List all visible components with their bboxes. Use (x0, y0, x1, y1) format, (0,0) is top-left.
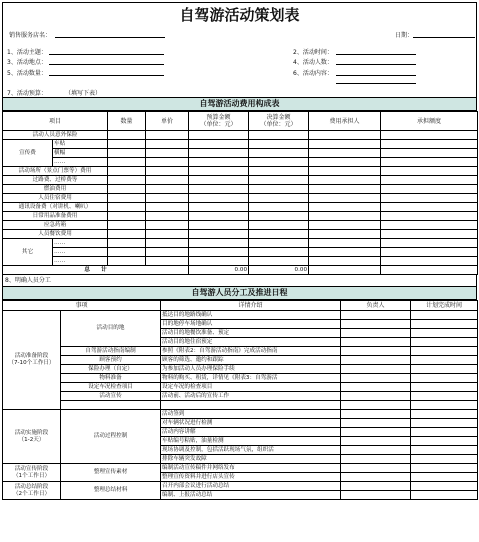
table-row (3, 464, 478, 473)
staff-note: 8、明确人员分工 (2, 275, 477, 286)
promo-item: 车贴 (53, 140, 108, 149)
vehicle-label: 5、活动数量： (7, 70, 47, 77)
header-final: 决算金额 （单位：元） (249, 112, 309, 131)
header-task: 事项 (3, 301, 161, 311)
total-budget: 0.00 (189, 266, 249, 275)
header-price: 单价 (146, 112, 189, 131)
table-row (3, 392, 478, 401)
table-row (3, 131, 478, 140)
store-label: 销售服务店名： (9, 32, 52, 39)
location-label: 3、活动地点： (7, 59, 47, 66)
table-row (3, 212, 478, 221)
task-guide: 自驾游活动指南编制 (61, 347, 161, 356)
time-line[interactable] (336, 54, 416, 55)
location-line[interactable] (49, 64, 164, 65)
detail: 活动签到 (161, 410, 341, 419)
task-publicity: 整理宣传素材 (61, 464, 161, 482)
table-row (3, 482, 478, 491)
task-insurance: 保险办理（自定） (61, 365, 161, 374)
time-label: 2、活动时间： (293, 49, 333, 56)
detail: 活动目的地住宿预定 (161, 338, 341, 347)
table-row (3, 230, 478, 239)
table-row (3, 248, 478, 257)
detail: 活动目的地餐饮准备、预定 (161, 329, 341, 338)
detail: 车贴编号粘贴，油量检测 (161, 437, 341, 446)
promo-item: 横幅 (53, 149, 108, 158)
task-vehicle-check: 设定车况检查项目 (61, 383, 161, 392)
task-exec: 活动过程控制 (61, 410, 161, 464)
table-row (3, 203, 478, 212)
task-summary: 整理总结材料 (61, 482, 161, 500)
detail: 抵达目的地路线确认 (161, 311, 341, 320)
budget-note: （填写下表） (65, 90, 102, 97)
detail: 排除车辆突发故障 (161, 455, 341, 464)
table-row (3, 401, 478, 410)
page-title: 自驾游活动策划表 (2, 2, 477, 27)
table-row (3, 185, 478, 194)
detail: 参照《附表2：自驾游活动指南》完成活动指南 (161, 347, 341, 356)
table-row (3, 140, 478, 149)
people-label: 4、活动人数： (293, 59, 333, 66)
cost-row-label: 通讯设备费（对讲机、喇叭） (3, 203, 108, 212)
total-final: 0.00 (249, 266, 309, 275)
store-line[interactable] (55, 37, 165, 38)
activity-info (2, 27, 477, 97)
cost-row-label: 活动人员意外保险 (3, 131, 108, 140)
theme-label: 1、活动主题： (7, 49, 47, 56)
other-item: …… (53, 239, 108, 248)
detail: 编制、上报活动总结 (161, 491, 341, 500)
stage-prep: 活动准备阶段 （7-10个工作日） (3, 311, 61, 410)
people-line[interactable] (336, 64, 416, 65)
detail: 活动前、活动后的宣传工作 (161, 392, 341, 401)
detail: 顾客的筛选、邀约和跟踪 (161, 356, 341, 365)
task-destination: 活动目的地 (61, 311, 161, 347)
header-budget: 预算金额 （单位：元） (189, 112, 249, 131)
table-row (3, 365, 478, 374)
cost-row-label: 燃油费用 (3, 185, 108, 194)
header-owner: 负责人 (341, 301, 411, 311)
promo-group-label: 宣传费 (3, 140, 53, 167)
stage-summary: 活动总结阶段 （2个工作日） (3, 482, 61, 500)
table-row (3, 374, 478, 383)
content-line-2[interactable] (336, 83, 416, 84)
promo-item: …… (53, 158, 108, 167)
budget-label: 7、活动预算： (7, 90, 47, 97)
table-row (3, 383, 478, 392)
total-row (3, 266, 478, 275)
table-row (3, 176, 478, 185)
task-invite: 顾客预约 (61, 356, 161, 365)
cost-table (2, 111, 478, 275)
theme-line[interactable] (49, 54, 164, 55)
header-amount: 承担额度 (381, 112, 478, 131)
table-row (3, 347, 478, 356)
total-label: 总 计 (3, 266, 189, 275)
header-bearer: 费用承担人 (309, 112, 381, 131)
cost-row-label: 应急药箱 (3, 221, 108, 230)
other-group-label: 其它 (3, 239, 53, 266)
header-detail: 详情介绍 (161, 301, 341, 311)
cost-row-label: 活动场所（景点门票等）费用 (3, 167, 108, 176)
table-row (3, 239, 478, 248)
cost-row-label: 人员餐饮费用 (3, 230, 108, 239)
task-promo: 活动宣传 (61, 392, 161, 401)
task-materials: 物料准备 (61, 374, 161, 383)
detail: 编制活动宣传稿件并网络发布 (161, 464, 341, 473)
staff-section-title: 自驾游人员分工及推进日程 (2, 286, 477, 300)
detail: 活动内容讲解 (161, 428, 341, 437)
detail: 为参加活动人员办理保险手续 (161, 365, 341, 374)
content-label: 6、活动内容： (293, 70, 333, 77)
table-row (3, 311, 478, 320)
detail: 目的地停车场地确认 (161, 320, 341, 329)
stage-exec: 活动实施阶段 （1-2天） (3, 410, 61, 464)
detail: 物料的购买、租赁，详情见《附表3：自驾游活 (161, 374, 341, 383)
table-row (3, 221, 478, 230)
other-item: …… (53, 257, 108, 266)
header-item: 项目 (3, 112, 108, 131)
header-deadline: 计划完成时间 (411, 301, 478, 311)
cost-row-label: 日常用品准备费用 (3, 212, 108, 221)
staff-header-row (3, 301, 478, 311)
table-row (3, 356, 478, 365)
table-row (3, 158, 478, 167)
table-row (3, 167, 478, 176)
cost-header-row (3, 112, 478, 131)
table-row (3, 194, 478, 203)
table-row (3, 149, 478, 158)
date-label: 日期： (395, 32, 414, 39)
cost-section-title: 自驾游活动费用构成表 (2, 97, 477, 111)
detail: 设定车况的检查项目 (161, 383, 341, 392)
other-item: …… (53, 248, 108, 257)
detail: 召开内部会议进行活动总结 (161, 482, 341, 491)
detail: 对车辆状况进行检测 (161, 419, 341, 428)
cost-row-label: 过路费、过桥费等 (3, 176, 108, 185)
stage-publicity: 活动宣传阶段 （1个工作日） (3, 464, 61, 482)
staff-table (2, 300, 478, 500)
planning-sheet (2, 2, 477, 500)
detail: 整理宣传资料并进行店头宣传 (161, 473, 341, 482)
content-line[interactable] (336, 75, 416, 76)
header-qty: 数量 (108, 112, 146, 131)
date-line[interactable] (413, 37, 475, 38)
cost-row-label: 人员住宿费用 (3, 194, 108, 203)
detail: 现场协调及控制，包括活跃现场气氛，组织活 (161, 446, 341, 455)
vehicle-line[interactable] (49, 75, 164, 76)
table-row (3, 410, 478, 419)
table-row (3, 257, 478, 266)
